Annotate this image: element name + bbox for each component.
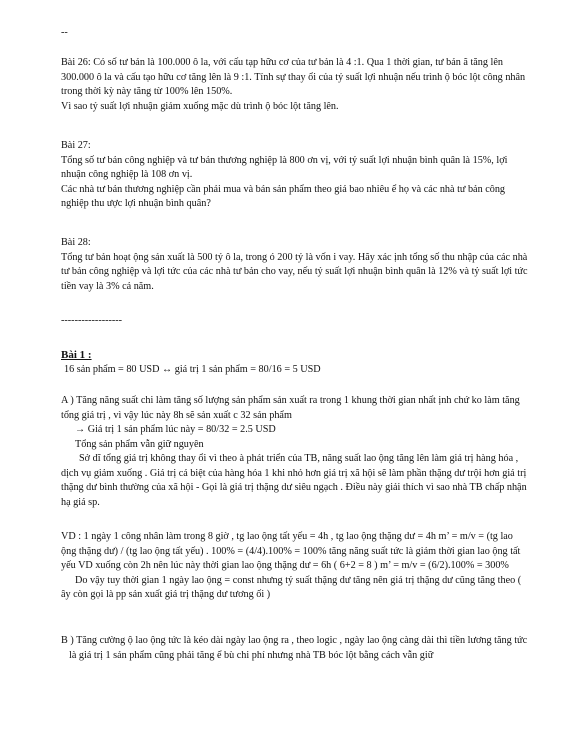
part-a-explanation: Sở dĩ tổng giá trị không thay ổi vì theo à phát triển của TB, năng suất lao ộng tăng lên làm giá trị hàng hóa , dịch vụ giảm xuống . Giá trị cá biệt của hàng hóa 1 khi nhỏ hơn giá trị xã hội sẽ làm phần thặng dư trội hơn giá trị thặng dư bình thường của xã hội - Gọi là giá trị thặng dư siêu ngạch . Điều này giải thích vì sao nhà TB chấp nhận hạ giá sp. [61,453,527,508]
exercise-26 [61,56,528,114]
header-mark: -- [61,27,68,38]
exercise-27 [61,139,528,212]
separator: ------------------ [61,315,123,326]
exercise-27-title: Bài 27: [61,140,91,151]
solution-1-part-b [61,634,528,663]
exercise-27-problem: Tổng số tư bản công nghiệp và tư bản thương nghiệp là 800 ơn vị, với tỷ suất lợi nhuận bình quân là 15%, lợi nhuận công nghiệp là 108 ơn vị. [61,154,508,180]
solution-1-part-a [61,394,528,510]
exercise-28-problem: Tổng tư bản hoạt ộng sản xuất là 500 tỷ ô la, trong ó 200 tỷ là vốn i vay. Hãy xác ịnh tổng số thu nhập của các nhà tư bản công nghiệp và lợi tức của các nhà tư bản cho vay, nếu tỷ suất lợi nhuận bình quân là 12% và tỷ suất lợi tức tiền vay là 3% cả năm. [61,251,528,292]
solution-1-title: Bài 1 : [61,349,92,361]
part-b-text: B ) Tăng cường ộ lao ộng tức là kéo dài ngày lao ộng ra , theo logic , ngày lao ộng càng dài thì tiền lương tăng tức là giá trị 1 sản phẩm cũng phải tăng ể bù chi phí nhưng nhà TB bóc lột bằng cách vẫn giữ [61,635,528,661]
solution-1-example [61,530,528,603]
example-text: VD : 1 ngày 1 công nhân làm trong 8 giờ , tg lao ộng tất yếu = 4h , tg lao ộng thặng dư = 4h m’ = m/v = (tg lao ộng thặng dư) / (tg lao ộng tất yếu) . 100% = (4/4).100% = 100% tăng năng suất tức là giảm thời gian lao ộng tất yếu VD xuống còn 2h nên lúc này thời gian lao ộng thặng dư = 6h ( 6+2 = 8 ) m’ = m/v = (6/2).100% = 300% [61,531,521,571]
exercise-26-problem: Bài 26: Có số tư bản là 100.000 ô la, với cấu tạp hữu cơ của tư bản là 4 :1. Qua 1 thời gian, tư bản ã tăng lên 300.000 ô la và cấu tạo hữu cơ tăng lên là 9 :1. Tính sự thay ổi của tỷ suất lợi nhuận nếu trình ộ bóc lột công nhân trong thời kỳ này tăng từ 100% lên 150%. [61,57,526,97]
part-a-arrow-line: → Giá trị 1 sản phẩm lúc này = 80/32 = 2.5 USD [75,424,276,435]
exercise-27-question: Các nhà tư bản thương nghiệp cần phải mua và bán sản phẩm theo giá bao nhiêu ể họ và các nhà tư bản công nghiệp thu ược lợi nhuận bình quân? [61,183,506,209]
exercise-28-title: Bài 28: [61,237,91,248]
part-a-text: A ) Tăng năng suất chi làm tăng số lượng sản phẩm sản xuất ra trong 1 khung thời gian nhất ịnh chứ ko làm tăng tổng giá trị , vì vậy lúc này 8h sẽ sản xuất c 32 sản phẩm [61,395,520,421]
part-a-keep-line: Tổng sản phẩm vẫn giữ nguyên [75,438,204,450]
exercise-28 [61,236,528,294]
solution-1-intro: 16 sản phẩm = 80 USD ↔ giá trị 1 sản phẩm = 80/16 = 5 USD [64,363,321,375]
example-conclusion: Do vậy tuy thời gian 1 ngày lao ộng = const nhưng tỷ suất thặng dư tăng nên giá trị thặng dư cũng tăng theo ( ây còn gọi là pp sản xuất giá trị thặng dư tương ối ) [61,574,522,600]
solution-1 [61,348,528,377]
exercise-26-question: Vì sao tỷ suất lợi nhuận giảm xuống mặc dù trình ộ bóc lột tăng lên. [61,100,339,112]
